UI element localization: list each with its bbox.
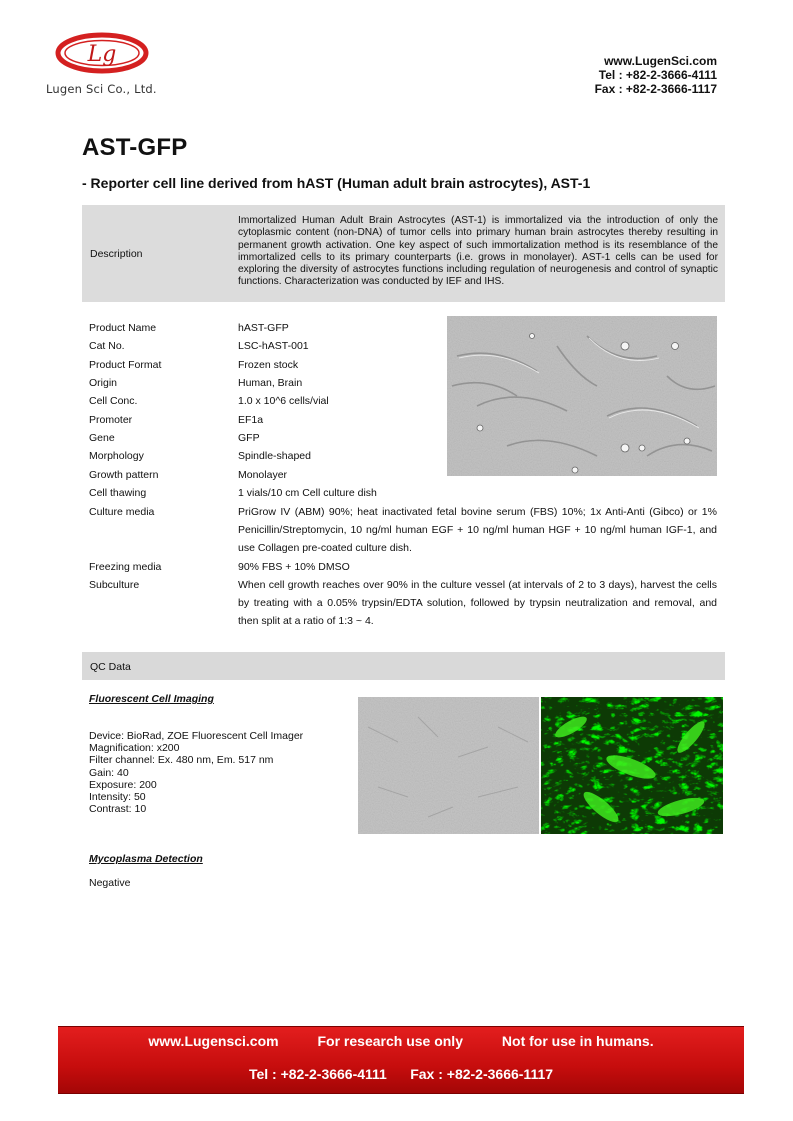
spec-label: Subculture (89, 579, 140, 591)
spec-value: Monolayer (238, 469, 288, 481)
gfp-fluorescence-image (541, 697, 723, 834)
spec-value: Frozen stock (238, 359, 299, 371)
footer-not-for-humans: Not for use in humans. (501, 1033, 654, 1049)
header-website: www.LugenSci.com (604, 54, 717, 68)
logo-emblem-icon (54, 26, 150, 80)
company-logo (46, 26, 166, 100)
spec-value: 1 vials/10 cm Cell culture dish (238, 487, 377, 499)
spec-value: 90% FBS + 10% DMSO (238, 561, 350, 573)
spec-label: Cell Conc. (89, 395, 138, 407)
spec-label: Product Format (89, 359, 162, 371)
footer-banner (58, 1026, 744, 1094)
spec-value: EF1a (238, 414, 264, 426)
header-tel: Tel : +82-2-3666-4111 (598, 68, 717, 82)
company-name: Lugen Sci Co., Ltd. (46, 82, 157, 96)
footer-website: www.Lugensci.com (148, 1033, 279, 1049)
footer-research-only: For research use only (317, 1033, 463, 1049)
footer-fax: Fax : +82-2-3666-1117 (410, 1066, 554, 1082)
qc-data-label: QC Data (90, 661, 131, 673)
spec-value: GFP (238, 432, 260, 444)
spec-value: Spindle-shaped (238, 450, 311, 462)
spec-label: Cell thawing (89, 487, 147, 499)
spec-value: Human, Brain (238, 377, 303, 389)
header-fax: Fax : +82-2-3666-1117 (594, 82, 717, 96)
detail-line: Contrast: 10 (89, 803, 147, 816)
mycoplasma-heading: Mycoplasma Detection (89, 853, 203, 865)
spec-label: Growth pattern (89, 469, 159, 481)
product-title: AST-GFP (82, 134, 188, 161)
mycoplasma-result: Negative (89, 877, 131, 889)
fluorescent-imaging-details (89, 730, 303, 815)
spec-value: 1.0 x 10^6 cells/vial (238, 395, 329, 407)
description-box (82, 205, 725, 302)
detail-line: Gain: 40 (89, 766, 129, 779)
spec-label: Morphology (89, 450, 144, 462)
spec-label: Culture media (89, 506, 155, 518)
spec-label: Cat No. (89, 340, 125, 352)
footer-line-2 (58, 1066, 744, 1082)
detail-line: Filter channel: Ex. 480 nm, Em. 517 nm (89, 754, 274, 767)
footer-line-1 (58, 1033, 744, 1049)
spec-value: LSC-hAST-001 (238, 340, 309, 352)
header-contact (595, 54, 717, 96)
spec-label: Freezing media (89, 561, 162, 573)
fluorescent-imaging-heading: Fluorescent Cell Imaging (89, 693, 214, 705)
cell-morphology-image (447, 316, 717, 476)
detail-line: Exposure: 200 (89, 778, 157, 791)
description-text: Immortalized Human Adult Brain Astrocytes (AST-1) is immortalized via the introduction of only the cytoplasmic content (non-DNA) of tumor cells into primary human brain astrocytes thereby resulting in permanent growth activation. One key aspect of such immortalization method is its resemblance of the immortalized cells to its primary counterparts (i.e. grows in monolayer). AST-1 cells can be used for exploring the diversity of astrocytes functions including regulation of neurogenesis and control of synaptic functions. Characterization was conducted by IEF and IHS. (238, 215, 718, 288)
logo-mark: Lg (87, 42, 117, 67)
footer-tel: Tel : +82-2-3666-4111 (248, 1066, 387, 1082)
spec-value: When cell growth reaches over 90% in the culture vessel (at intervals of 2 to 3 days), harvest the cells by treating with a 0.05% trypsin/EDTA solution, followed by trypsin neutralization and removal, and then split at a ratio of 1:3 ~ 4. (238, 579, 717, 628)
product-subtitle: - Reporter cell line derived from hAST (Human adult brain astrocytes), AST-1 (82, 175, 591, 191)
spec-value: hAST-GFP (238, 322, 289, 334)
detail-line: Device: BioRad, ZOE Fluorescent Cell Imager (89, 730, 304, 742)
brightfield-image (358, 697, 539, 834)
spec-label: Origin (89, 377, 118, 389)
spec-label: Gene (89, 432, 115, 444)
spec-label: Product Name (89, 322, 157, 334)
description-label: Description (90, 248, 143, 260)
spec-label: Promoter (89, 414, 133, 426)
detail-line: Magnification: x200 (89, 742, 180, 755)
detail-line: Intensity: 50 (89, 791, 146, 804)
qc-data-bar (82, 652, 725, 680)
spec-value: PriGrow IV (ABM) 90%; heat inactivated fetal bovine serum (FBS) 10%; 1x Anti-Anti (Gibco) or 1% Penicillin/Streptomycin, 10 ng/ml human EGF + 10 ng/ml human HGF + 10 ng/ml human IGF-1, and use Collagen pre-coated culture dish. (238, 506, 717, 555)
